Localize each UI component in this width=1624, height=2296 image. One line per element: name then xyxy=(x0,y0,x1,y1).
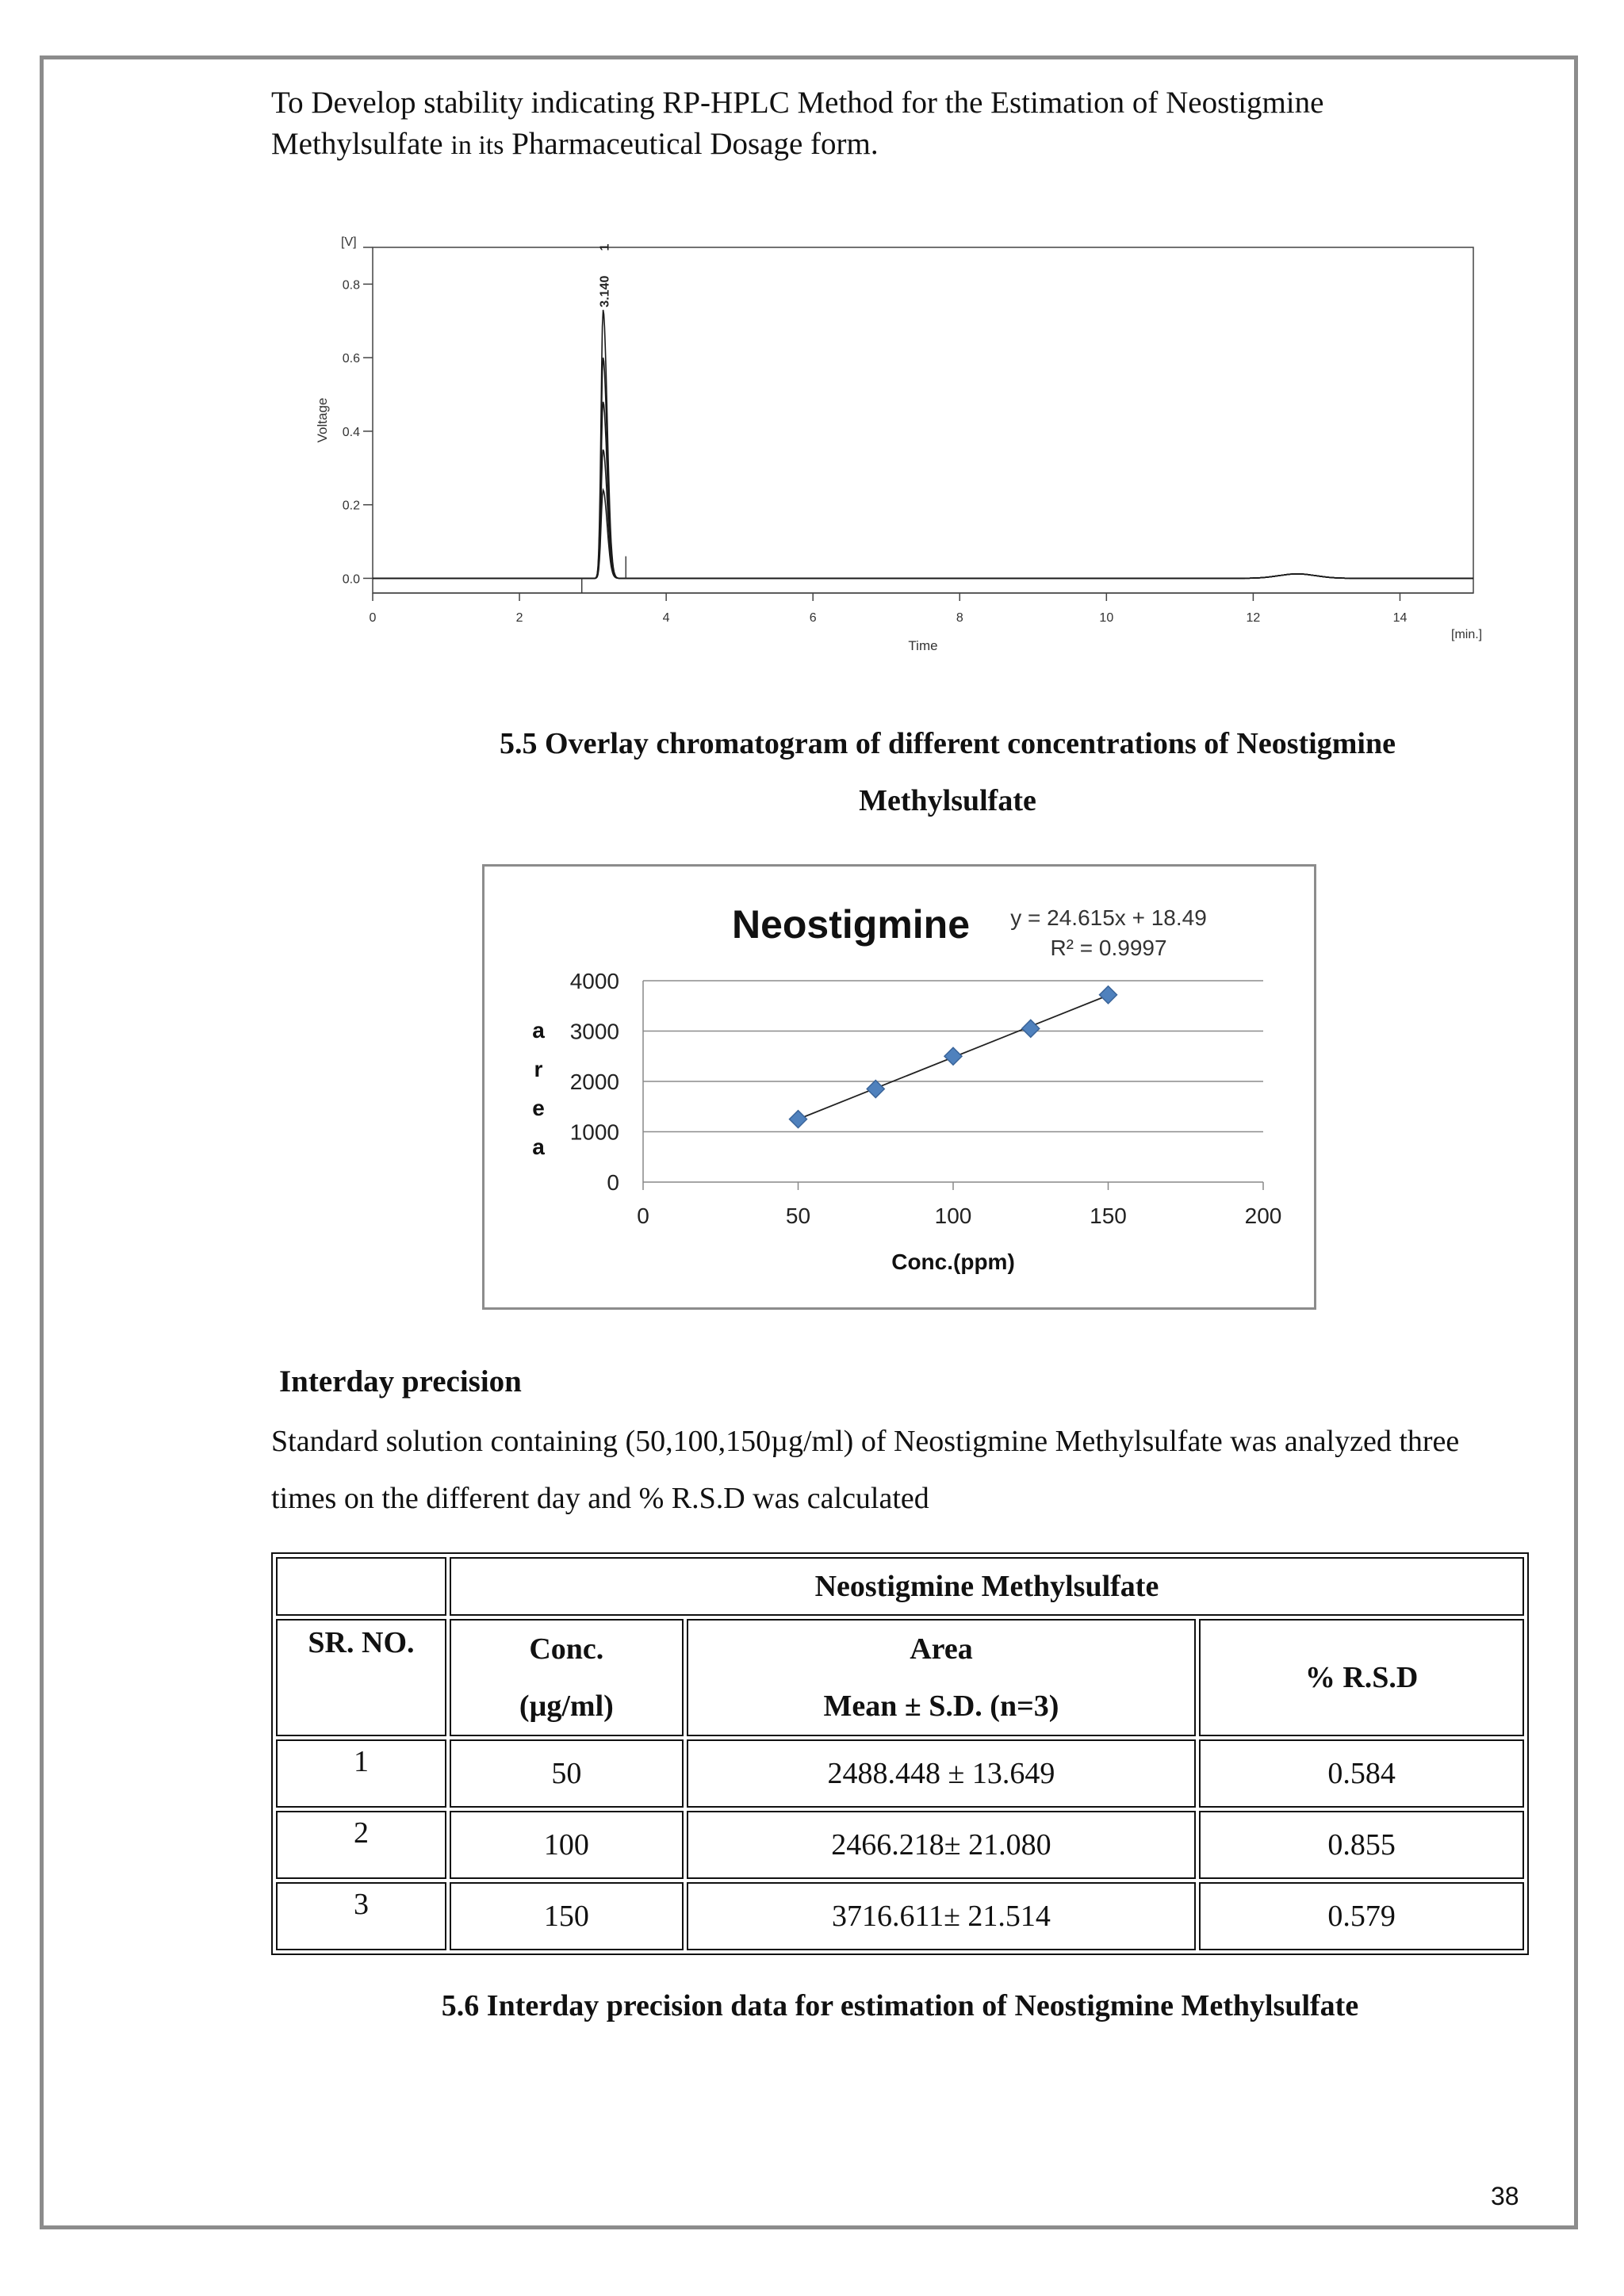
figure-5-5-caption-line2: Methylsulfate xyxy=(859,784,1036,817)
row-sr: 2 xyxy=(276,1811,446,1879)
header-area xyxy=(687,1619,1197,1736)
header-sr-no: SR. NO. xyxy=(276,1619,446,1736)
row-area: 3716.611± 21.514 xyxy=(687,1882,1197,1950)
calibration-y-tick-label: 4000 xyxy=(569,969,619,993)
chromatogram-x-tick-label: 0 xyxy=(369,611,377,625)
chromatogram-x-tick-label: 6 xyxy=(809,611,817,625)
chromatogram-y-tick-label: 0.0 xyxy=(342,572,360,587)
running-head-line2-c: Pharmaceutical Dosage form. xyxy=(511,127,879,161)
calibration-y-label xyxy=(532,1018,545,1159)
chromatogram-peak-number: 1 xyxy=(598,243,612,251)
calibration-y-label-letter: a xyxy=(532,1018,545,1043)
figure-5-5-caption xyxy=(444,715,1451,829)
chromatogram-y-ticks xyxy=(343,247,373,586)
row-rsd: 0.579 xyxy=(1199,1882,1524,1950)
calibration-x-tick-label: 100 xyxy=(934,1203,972,1228)
table-empty-cell xyxy=(276,1557,446,1616)
chromatogram-series xyxy=(373,310,1473,579)
calibration-y-tick-label: 0 xyxy=(607,1170,619,1195)
chromatogram-chart xyxy=(309,230,1515,674)
calibration-point xyxy=(1100,986,1117,1004)
calibration-equation: y = 24.615x + 18.49 xyxy=(1010,905,1207,930)
chromatogram-x-unit: [min.] xyxy=(1451,628,1483,641)
table-5-6-caption: 5.6 Interday precision data for estimation of Neostigmine Methylsulfate xyxy=(441,1989,1359,2022)
calibration-point xyxy=(1022,1020,1040,1037)
calibration-points xyxy=(790,986,1117,1128)
row-sr: 1 xyxy=(276,1739,446,1808)
header-conc xyxy=(450,1619,684,1736)
row-conc: 150 xyxy=(450,1882,684,1950)
running-head-line2-b: in its xyxy=(450,131,504,160)
chromatogram-trace xyxy=(373,310,1473,579)
paragraph-line2: times on the different day and % R.S.D was calculated xyxy=(271,1482,929,1515)
chromatogram-trace xyxy=(373,358,1473,578)
header-area-line1: Area xyxy=(910,1632,973,1666)
calibration-y-label-letter: e xyxy=(532,1096,545,1120)
chromatogram-y-tick-label: 0.8 xyxy=(342,278,360,293)
calibration-point xyxy=(944,1047,962,1065)
chromatogram-markers xyxy=(582,557,626,593)
calibration-y-ticks xyxy=(570,969,619,1195)
calibration-chart-frame xyxy=(482,864,1316,1310)
chromatogram-y-tick-label: 0.2 xyxy=(342,499,360,513)
running-head-line1: To Develop stability indicating RP-HPLC Method for the Estimation of Neostigmine xyxy=(271,86,1324,120)
chromatogram-y-tick-label: 0.6 xyxy=(342,352,360,366)
running-head-line2-a: Methylsulfate xyxy=(271,127,443,161)
row-rsd: 0.584 xyxy=(1199,1739,1524,1808)
header-area-line2: Mean ± S.D. (n=3) xyxy=(823,1689,1059,1723)
figure-5-5-caption-line1: 5.5 Overlay chromatogram of different concentrations of Neostigmine xyxy=(500,727,1396,760)
chromatogram-x-tick-label: 12 xyxy=(1246,611,1261,625)
interday-precision-table xyxy=(271,1552,1529,1955)
row-area: 2466.218± 21.080 xyxy=(687,1811,1197,1879)
calibration-y-tick-label: 3000 xyxy=(569,1019,619,1044)
chromatogram-trace xyxy=(373,450,1473,578)
chromatogram-trace xyxy=(373,402,1473,579)
calibration-x-tick-label: 0 xyxy=(637,1203,649,1228)
calibration-y-tick-label: 1000 xyxy=(569,1119,619,1145)
chromatogram-x-tick-label: 2 xyxy=(515,611,523,625)
calibration-x-label: Conc.(ppm) xyxy=(891,1249,1015,1274)
page-number: 38 xyxy=(1491,2182,1519,2210)
calibration-y-label-letter: r xyxy=(534,1057,543,1081)
calibration-y-tick-label: 2000 xyxy=(569,1070,619,1094)
calibration-x-tick-label: 50 xyxy=(785,1203,811,1228)
table-group-header-row xyxy=(276,1557,1524,1616)
header-rsd: % R.S.D xyxy=(1199,1619,1524,1736)
chromatogram-x-tick-label: 8 xyxy=(956,611,963,625)
chromatogram-x-tick-label: 10 xyxy=(1099,611,1114,625)
table-group-header: Neostigmine Methylsulfate xyxy=(450,1557,1524,1616)
table-row xyxy=(276,1811,1524,1879)
chromatogram-y-label: Voltage xyxy=(315,397,330,443)
calibration-y-label-letter: a xyxy=(532,1135,545,1159)
running-head xyxy=(271,82,1461,166)
header-conc-line1: Conc. xyxy=(529,1632,604,1666)
chromatogram-x-tick-label: 4 xyxy=(662,611,670,625)
table-row xyxy=(276,1882,1524,1950)
chromatogram-peak-label: 3.140 xyxy=(598,275,612,308)
paragraph-line1: Standard solution containing (50,100,150µg/ml) of Neostigmine Methylsulfate was analyzed three xyxy=(271,1425,1460,1458)
table-header-row xyxy=(276,1619,1524,1736)
chromatogram-x-tick-label: 14 xyxy=(1392,611,1408,625)
calibration-point xyxy=(867,1081,884,1098)
section-paragraph xyxy=(271,1413,1540,1527)
calibration-title: Neostigmine xyxy=(731,902,971,947)
calibration-r2: R² = 0.9997 xyxy=(1050,936,1167,960)
chromatogram-y-unit: [V] xyxy=(341,235,357,249)
calibration-chart xyxy=(485,867,1314,1307)
chromatogram-trace xyxy=(373,490,1473,578)
calibration-x-tick-label: 200 xyxy=(1244,1203,1282,1228)
chromatogram-plot-frame xyxy=(373,247,1473,593)
running-head-line2 xyxy=(271,124,1461,166)
row-conc: 50 xyxy=(450,1739,684,1808)
calibration-point xyxy=(790,1111,807,1128)
table-row xyxy=(276,1739,1524,1808)
chromatogram-x-label: Time xyxy=(908,638,938,653)
section-heading: Interday precision xyxy=(279,1364,522,1399)
chromatogram-x-ticks xyxy=(370,593,1408,625)
chromatogram-y-tick-label: 0.4 xyxy=(342,425,360,439)
row-rsd: 0.855 xyxy=(1199,1811,1524,1879)
calibration-x-ticks xyxy=(637,1182,1281,1228)
header-conc-line2: (µg/ml) xyxy=(519,1689,614,1723)
row-sr: 3 xyxy=(276,1882,446,1950)
row-conc: 100 xyxy=(450,1811,684,1879)
calibration-x-tick-label: 150 xyxy=(1090,1203,1127,1228)
row-area: 2488.448 ± 13.649 xyxy=(687,1739,1197,1808)
